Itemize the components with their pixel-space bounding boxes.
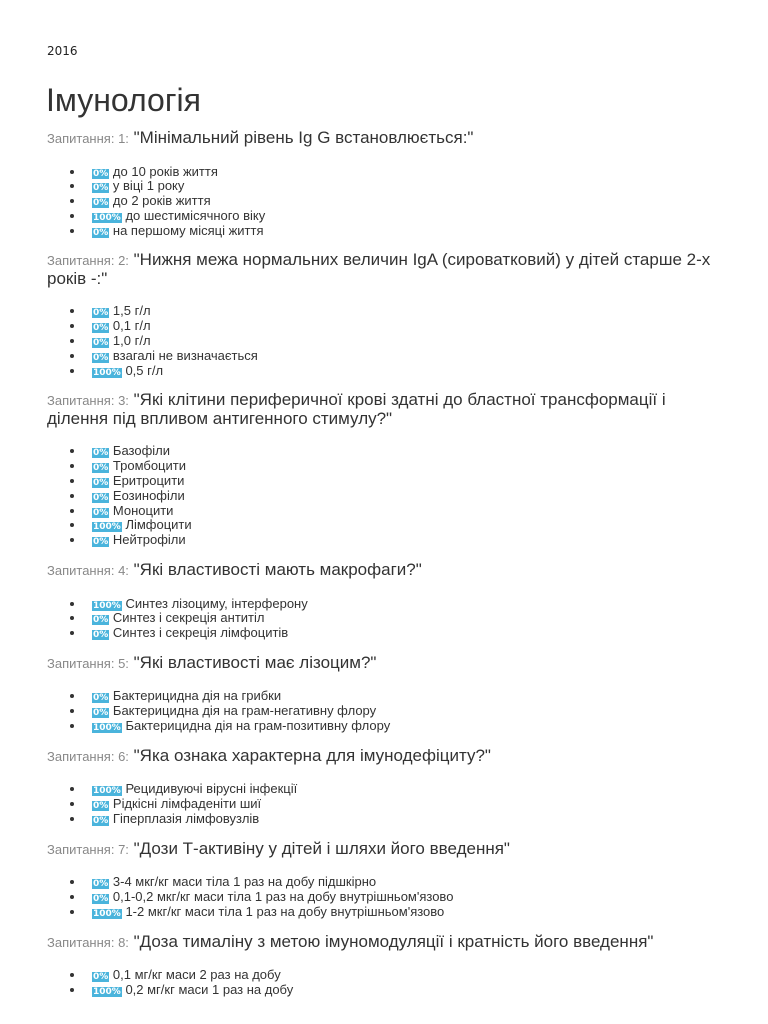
percent-badge: 0%	[93, 183, 109, 194]
answer-text: Бактерицидна дія на грам-позитивну флору	[125, 718, 391, 734]
question-number	[47, 935, 129, 950]
question-prefix-label: Запитання:	[47, 253, 115, 269]
question-heading	[47, 248, 727, 287]
answer-item	[47, 518, 727, 533]
answer-text: до 10 років життя	[112, 163, 218, 179]
question-number-value: 7:	[118, 841, 129, 857]
question-number	[47, 253, 129, 268]
percent-badge: 0%	[93, 801, 109, 812]
question-number-value: 8:	[118, 934, 129, 950]
answer-item	[47, 797, 727, 812]
answer-item	[47, 890, 727, 905]
percent-badge: 0%	[93, 448, 109, 459]
answer-item	[47, 474, 727, 489]
percent-badge: 0%	[93, 615, 109, 626]
answer-item	[47, 611, 727, 626]
percent-badge: 100%	[93, 908, 121, 919]
question-heading	[47, 388, 727, 427]
answer-item	[47, 719, 727, 734]
percent-badge: 100%	[93, 522, 121, 533]
answer-item	[47, 905, 727, 920]
question-block	[47, 248, 727, 388]
question-number-value: 6:	[118, 748, 129, 764]
percent-badge: 0%	[93, 227, 109, 238]
question-prefix-label: Запитання:	[47, 393, 115, 409]
answer-text: Лімфоцити	[125, 517, 192, 533]
answer-text: Еритроцити	[112, 473, 185, 489]
answer-item	[47, 334, 727, 349]
answer-item	[47, 209, 727, 224]
answer-text: Еозинофіли	[112, 487, 185, 503]
question-number	[47, 393, 129, 408]
percent-badge: 0%	[93, 168, 109, 179]
question-text: "Які клітини периферичної крові здатні до бластної трансформації і ділення під впливом антигенного стимулу?"	[47, 390, 666, 428]
question-heading	[47, 930, 727, 952]
answer-item	[47, 444, 727, 459]
answer-text: до 2 років життя	[112, 193, 211, 209]
percent-badge: 0%	[93, 352, 109, 363]
percent-badge: 0%	[93, 879, 109, 890]
answer-text: 0,2 мг/кг маси 1 раз на добу	[125, 981, 294, 997]
answer-text: Рецидивуючі вірусні інфекції	[125, 781, 298, 797]
answer-list	[47, 765, 727, 836]
page-title: Імунологія	[46, 82, 201, 118]
question-prefix-label: Запитання:	[47, 748, 115, 764]
answer-list	[47, 427, 727, 558]
answer-list	[47, 951, 727, 1008]
answer-item	[47, 179, 727, 194]
answer-text: 1,0 г/л	[112, 333, 151, 349]
answer-text: у віці 1 року	[112, 178, 185, 194]
answer-text: Синтез лізоциму, інтерферону	[125, 595, 308, 611]
percent-badge: 0%	[93, 198, 109, 209]
question-block	[47, 126, 727, 248]
percent-badge: 0%	[93, 708, 109, 719]
question-number-value: 2:	[118, 253, 129, 269]
question-prefix-label: Запитання:	[47, 131, 115, 146]
question-heading	[47, 558, 727, 580]
percent-badge: 0%	[93, 463, 109, 474]
answer-item	[47, 812, 727, 827]
answer-item	[47, 533, 727, 548]
answer-text: взагалі не визначається	[112, 347, 258, 363]
answer-text: 1-2 мкг/кг маси тіла 1 раз на добу внутрішньом'язово	[125, 903, 445, 919]
answer-text: 0,1 г/л	[112, 318, 151, 334]
question-block	[47, 558, 727, 651]
question-number-value: 4:	[118, 563, 129, 579]
answer-text: 0,1-0,2 мкг/кг маси тіла 1 раз на добу внутрішньом'язово	[112, 889, 454, 905]
answer-text: 0,5 г/л	[125, 362, 164, 378]
answer-text: Тромбоцити	[112, 458, 186, 474]
answer-text: Моноцити	[112, 502, 174, 518]
question-heading	[47, 651, 727, 673]
question-text: "Які властивості має лізоцим?"	[133, 652, 377, 672]
answer-item	[47, 165, 727, 180]
question-block	[47, 651, 727, 744]
answer-item	[47, 489, 727, 504]
question-text: "Дози Т-активіну у дітей і шляхи його введення"	[133, 838, 510, 858]
answer-text: до шестимісячного віку	[125, 207, 266, 223]
percent-badge: 0%	[93, 630, 109, 641]
answer-text: Синтез і секреція лімфоцитів	[112, 625, 289, 641]
percent-badge: 100%	[93, 786, 121, 797]
percent-badge: 0%	[93, 308, 109, 319]
answer-text: Бактерицидна дія на грам-негативну флору	[112, 703, 377, 719]
answer-list	[47, 580, 727, 651]
percent-badge: 0%	[93, 815, 109, 826]
percent-badge: 0%	[93, 507, 109, 518]
percent-badge: 0%	[93, 338, 109, 349]
answer-text: Бактерицидна дія на грибки	[112, 688, 282, 704]
answer-item	[47, 459, 727, 474]
question-prefix-label: Запитання:	[47, 934, 115, 950]
question-text: "Які властивості мають макрофаги?"	[133, 560, 422, 580]
answer-text: 1,5 г/л	[112, 303, 151, 319]
answer-text: Базофіли	[112, 443, 170, 459]
question-text: "Доза тималіну з метою імуномодуляції і кратність його введення"	[133, 931, 654, 951]
percent-badge: 100%	[93, 723, 121, 734]
answer-text: Гіперплазія лімфовузлів	[112, 810, 260, 826]
answer-list	[47, 858, 727, 929]
question-block	[47, 744, 727, 837]
answer-item	[47, 597, 727, 612]
answer-item	[47, 968, 727, 983]
percent-badge: 0%	[93, 894, 109, 905]
answer-item	[47, 349, 727, 364]
question-prefix-label: Запитання:	[47, 841, 115, 857]
percent-badge: 100%	[93, 367, 121, 378]
question-heading	[47, 837, 727, 859]
answer-text: Рідкісні лімфаденіти шиї	[112, 796, 262, 812]
answer-item	[47, 504, 727, 519]
percent-badge: 100%	[93, 986, 121, 997]
question-block	[47, 837, 727, 930]
answer-list	[47, 672, 727, 743]
question-heading	[47, 744, 727, 766]
question-number	[47, 656, 129, 671]
answer-text: Синтез і секреція антитіл	[112, 610, 265, 626]
answer-item	[47, 304, 727, 319]
question-list	[47, 126, 727, 1008]
question-number-value: 1:	[118, 131, 129, 146]
percent-badge: 0%	[93, 492, 109, 503]
answer-item	[47, 319, 727, 334]
answer-text: 0,1 мг/кг маси 2 раз на добу	[112, 967, 281, 983]
answer-item	[47, 689, 727, 704]
question-block	[47, 930, 727, 1008]
question-number	[47, 563, 129, 578]
answer-item	[47, 364, 727, 379]
question-number-value: 3:	[118, 393, 129, 409]
question-number	[47, 749, 129, 764]
question-prefix-label: Запитання:	[47, 655, 115, 671]
question-number	[47, 131, 129, 146]
percent-badge: 100%	[93, 212, 121, 223]
document-year: 2016	[47, 44, 78, 58]
answer-item	[47, 704, 727, 719]
question-text: "Нижня межа нормальних величин IgA (сироватковий) у дітей старше 2-х років -:"	[47, 250, 711, 288]
question-prefix-label: Запитання:	[47, 563, 115, 579]
percent-badge: 0%	[93, 537, 109, 548]
answer-text: Нейтрофіли	[112, 532, 186, 548]
answer-item	[47, 782, 727, 797]
answer-item	[47, 224, 727, 239]
answer-text: на першому місяці життя	[112, 222, 264, 238]
percent-badge: 0%	[93, 323, 109, 334]
percent-badge: 100%	[93, 600, 121, 611]
percent-badge: 0%	[93, 478, 109, 489]
answer-item	[47, 875, 727, 890]
question-heading	[47, 126, 727, 148]
question-block	[47, 388, 727, 558]
question-text: "Мінімальний рівень Ig G встановлюється:"	[133, 128, 474, 147]
answer-item	[47, 983, 727, 998]
answer-item	[47, 626, 727, 641]
percent-badge: 0%	[93, 972, 109, 983]
answer-list	[47, 148, 727, 249]
percent-badge: 0%	[93, 693, 109, 704]
question-text: "Яка ознака характерна для імунодефіциту?"	[133, 745, 491, 765]
answer-item	[47, 194, 727, 209]
question-number-value: 5:	[118, 655, 129, 671]
question-number	[47, 842, 129, 857]
answer-text: 3-4 мкг/кг маси тіла 1 раз на добу підшкірно	[112, 874, 377, 890]
answer-list	[47, 287, 727, 388]
